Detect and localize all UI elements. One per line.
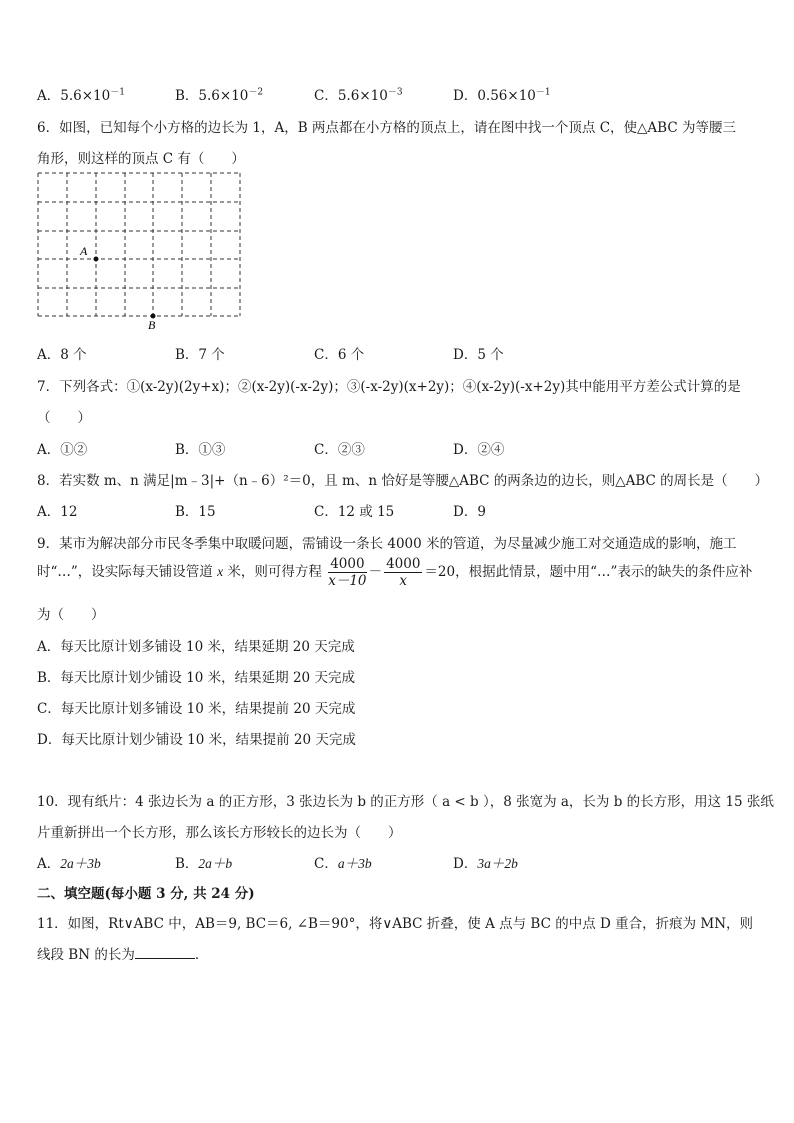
q9-stem-line1: 9．某市为解决部分市民冬季集中取暖问题，需铺设一条长 4000 米的管道，为尽量减少施工对交通造成的影响，施工	[37, 536, 737, 552]
point-b-label: B	[148, 318, 156, 332]
q7-option-c: C．②③	[314, 442, 365, 458]
q11-answer-blank[interactable]	[135, 946, 195, 959]
q7-option-d: D．②④	[453, 442, 505, 458]
q5-option-b: B．$5.6\times 10^{-2}$	[175, 87, 264, 104]
q10-stem-line1: 10．现有纸片：4 张边长为 a 的正方形，3 张边长为 b 的正方形（ a < b ），8 张宽为 a，长为 b 的长方形，用这 15 张纸	[37, 794, 774, 810]
q9-stem-line3: 为（ ）	[37, 607, 105, 623]
q9-option-d: D．每天比原计划少铺设 10 米，结果提前 20 天完成	[37, 732, 356, 748]
q9-option-c: C．每天比原计划多铺设 10 米，结果提前 20 天完成	[37, 701, 356, 717]
q10-option-a: A．2a＋3b	[37, 856, 101, 872]
q8-stem: 8．若实数 m、n 满足|m﹣3|+（n﹣6）²＝0，且 m、n 恰好是等腰△ABC 的两条边的边长，则△ABC 的周长是（ ）	[37, 473, 769, 489]
q10-option-c: C．a＋3b	[314, 856, 372, 872]
q7-option-b: B．①③	[175, 442, 226, 458]
q7-stem-line1: 7．下列各式：①(x-2y)(2y+x)；②(x-2y)(-x-2y)；③(-x-2y)(x+2y)；④(x-2y)(-x+2y)其中能用平方差公式计算的是	[37, 379, 741, 395]
section-heading-fill-in: 二、填空题(每小题 3 分, 共 24 分)	[37, 886, 255, 902]
q5-option-d: D．$0.56\times 10^{-1}$	[453, 87, 551, 104]
q9-fraction-1: $\frac{4000}{x-10}$	[328, 556, 367, 589]
q6-stem-line2: 角形，则这样的顶点 C 有（ ）	[37, 151, 245, 167]
point-a-label: A	[80, 244, 88, 258]
q9-stem-line2: 时“…”，设实际每天铺设管道 x 米，则可得方程 $\frac{4000}{x-10}$ － $\frac{4000}{x}$ ＝20，根据此情景，题中用“…”表示的缺失的条件应补	[37, 556, 753, 589]
grid-lines	[38, 173, 240, 316]
q6-grid-figure	[30, 165, 250, 335]
point-a	[94, 257, 99, 262]
q11-stem-line2: 线段 BN 的长为 ．	[37, 947, 209, 963]
q6-option-c: C．6 个	[314, 347, 365, 363]
q8-option-d: D．9	[453, 504, 486, 520]
q11-stem-line1: 11．如图，Rt∨ABC 中，AB＝9, BC＝6, ∠B＝90°，将∨ABC 折叠，使 A 点与 BC 的中点 D 重合，折痕为 MN，则	[37, 916, 754, 932]
q8-option-a: A．12	[37, 504, 78, 520]
q5-option-c: C．$5.6\times 10^{-3}$	[314, 87, 403, 104]
q6-option-d: D．5 个	[453, 347, 504, 363]
q7-option-a: A．①②	[37, 442, 88, 458]
q10-stem-line2: 片重新拼出一个长方形，那么该长方形较长的边长为（ ）	[37, 825, 402, 841]
q6-option-b: B．7 个	[175, 347, 225, 363]
q6-option-a: A．8 个	[37, 347, 87, 363]
q8-option-c: C．12 或 15	[314, 504, 395, 520]
q9-option-a: A．每天比原计划多铺设 10 米，结果延期 20 天完成	[37, 639, 355, 655]
q10-option-b: B．2a＋b	[175, 856, 233, 872]
q5-option-a: A．$5.6\times 10^{-1}$	[37, 87, 125, 104]
q9-option-b: B．每天比原计划少铺设 10 米，结果延期 20 天完成	[37, 670, 355, 686]
q10-option-d: D．3a＋2b	[453, 856, 518, 872]
q7-stem-line2: （ ）	[37, 410, 91, 426]
q6-stem-line1: 6．如图，已知每个小方格的边长为 1，A，B 两点都在小方格的顶点上，请在图中找一个顶点 C，使△ABC 为等腰三	[37, 120, 736, 136]
q9-fraction-2: $\frac{4000}{x}$	[386, 556, 421, 589]
q8-option-b: B．15	[175, 504, 216, 520]
